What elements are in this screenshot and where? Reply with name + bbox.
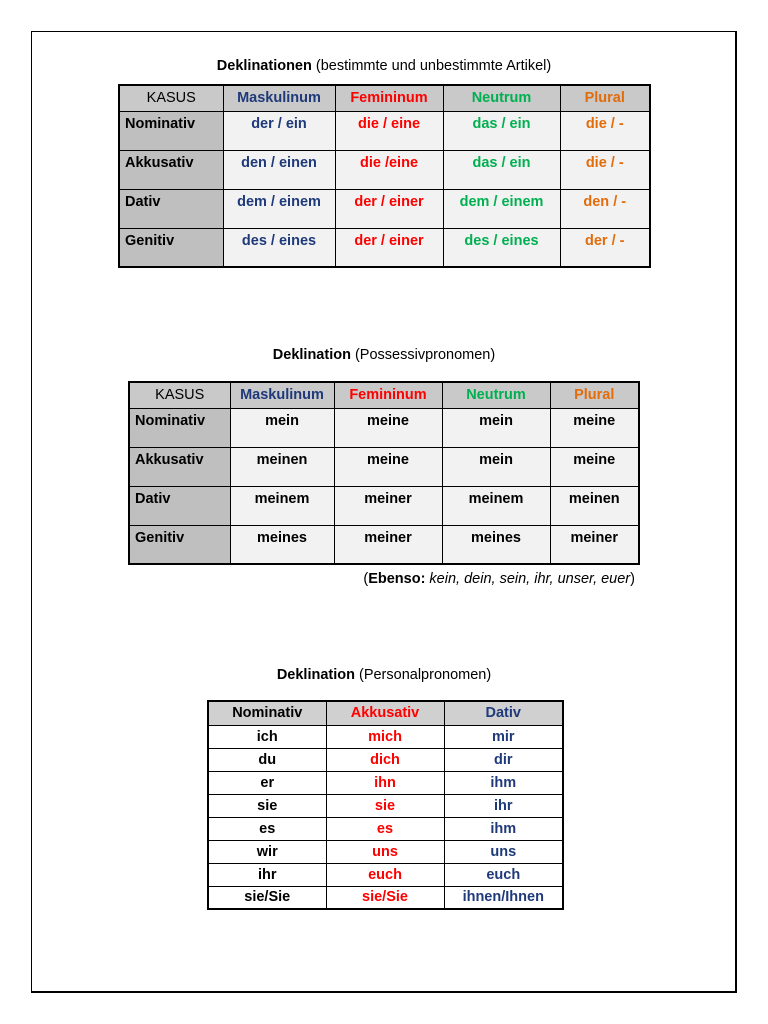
table-row xyxy=(129,525,639,564)
cell-akkusativ: sie/Sie xyxy=(326,886,444,909)
cell-plural: meiner xyxy=(550,525,639,564)
header-nominativ: Nominativ xyxy=(208,701,326,725)
cell-neutrum: meinem xyxy=(442,486,550,525)
cell-maskulinum: mein xyxy=(230,408,334,447)
note-close: ) xyxy=(630,571,635,587)
cell-nominativ: du xyxy=(208,748,326,771)
table2-title-bold: Deklination xyxy=(272,347,351,363)
cell-dativ: ihr xyxy=(444,794,563,817)
cell-plural: der / - xyxy=(560,228,650,267)
note-open: ( xyxy=(363,571,369,587)
table1-title xyxy=(0,57,768,75)
table-row xyxy=(208,771,563,794)
header-row xyxy=(208,701,563,725)
case-label: Nominativ xyxy=(119,111,223,150)
cell-plural: meinen xyxy=(550,486,639,525)
case-label: Akkusativ xyxy=(129,447,230,486)
cell-femininum: die / eine xyxy=(335,111,443,150)
table-articles xyxy=(118,84,651,268)
case-label: Nominativ xyxy=(129,408,230,447)
table3-title xyxy=(0,666,768,684)
table-possessive xyxy=(128,381,640,565)
cell-plural: den / - xyxy=(560,189,650,228)
cell-femininum: meine xyxy=(334,408,442,447)
header-plural: Plural xyxy=(550,382,639,408)
case-label: Genitiv xyxy=(119,228,223,267)
cell-femininum: die /eine xyxy=(335,150,443,189)
case-label: Dativ xyxy=(119,189,223,228)
cell-dativ: euch xyxy=(444,863,563,886)
cell-femininum: meine xyxy=(334,447,442,486)
cell-plural: die / - xyxy=(560,150,650,189)
cell-maskulinum: meinem xyxy=(230,486,334,525)
cell-neutrum: das / ein xyxy=(443,150,560,189)
cell-femininum: der / einer xyxy=(335,189,443,228)
case-label: Dativ xyxy=(129,486,230,525)
cell-nominativ: ihr xyxy=(208,863,326,886)
header-neutrum: Neutrum xyxy=(442,382,550,408)
cell-plural: meine xyxy=(550,408,639,447)
possessive-note xyxy=(363,570,635,588)
cell-nominativ: wir xyxy=(208,840,326,863)
table-row xyxy=(119,189,650,228)
header-kasus: KASUS xyxy=(129,382,230,408)
cell-maskulinum: des / eines xyxy=(223,228,335,267)
table-row xyxy=(129,408,639,447)
table3-title-bold: Deklination xyxy=(276,667,355,683)
note-bold: Ebenso: xyxy=(368,571,426,587)
cell-akkusativ: mich xyxy=(326,725,444,748)
table-row xyxy=(119,150,650,189)
cell-maskulinum: der / ein xyxy=(223,111,335,150)
cell-neutrum: meines xyxy=(442,525,550,564)
cell-maskulinum: meines xyxy=(230,525,334,564)
table3-title-rest: (Personalpronomen) xyxy=(354,667,492,683)
cell-akkusativ: sie xyxy=(326,794,444,817)
cell-akkusativ: es xyxy=(326,817,444,840)
cell-akkusativ: ihn xyxy=(326,771,444,794)
case-label: Genitiv xyxy=(129,525,230,564)
cell-nominativ: er xyxy=(208,771,326,794)
table-row xyxy=(208,817,563,840)
cell-nominativ: ich xyxy=(208,725,326,748)
cell-nominativ: sie xyxy=(208,794,326,817)
case-label: Akkusativ xyxy=(119,150,223,189)
table1-title-bold: Deklinationen xyxy=(216,58,312,74)
table2-title xyxy=(0,346,768,364)
cell-dativ: ihnen/Ihnen xyxy=(444,886,563,909)
header-akkusativ: Akkusativ xyxy=(326,701,444,725)
cell-neutrum: des / eines xyxy=(443,228,560,267)
cell-akkusativ: dich xyxy=(326,748,444,771)
cell-dativ: ihm xyxy=(444,771,563,794)
table-row xyxy=(119,111,650,150)
cell-maskulinum: den / einen xyxy=(223,150,335,189)
table2-title-rest: (Possessivpronomen) xyxy=(350,347,496,363)
table-row xyxy=(129,447,639,486)
cell-nominativ: es xyxy=(208,817,326,840)
header-plural: Plural xyxy=(560,85,650,111)
cell-plural: die / - xyxy=(560,111,650,150)
cell-dativ: ihm xyxy=(444,817,563,840)
cell-maskulinum: dem / einem xyxy=(223,189,335,228)
header-maskulinum: Maskulinum xyxy=(223,85,335,111)
cell-plural: meine xyxy=(550,447,639,486)
header-dativ: Dativ xyxy=(444,701,563,725)
table-row xyxy=(208,794,563,817)
header-femininum: Femininum xyxy=(334,382,442,408)
table-row xyxy=(208,886,563,909)
header-row xyxy=(119,85,650,111)
cell-neutrum: das / ein xyxy=(443,111,560,150)
table-row xyxy=(208,863,563,886)
cell-dativ: dir xyxy=(444,748,563,771)
table-row xyxy=(208,725,563,748)
header-neutrum: Neutrum xyxy=(443,85,560,111)
table-row xyxy=(129,486,639,525)
cell-neutrum: dem / einem xyxy=(443,189,560,228)
table-row xyxy=(119,228,650,267)
cell-femininum: meiner xyxy=(334,525,442,564)
note-italic: kein, dein, sein, ihr, unser, euer xyxy=(425,571,631,587)
table1-title-rest: (bestimmte und unbestimmte Artikel) xyxy=(311,58,552,74)
cell-akkusativ: euch xyxy=(326,863,444,886)
table-personal xyxy=(207,700,564,910)
header-row xyxy=(129,382,639,408)
header-kasus: KASUS xyxy=(119,85,223,111)
cell-neutrum: mein xyxy=(442,408,550,447)
cell-dativ: uns xyxy=(444,840,563,863)
cell-femininum: der / einer xyxy=(335,228,443,267)
cell-dativ: mir xyxy=(444,725,563,748)
cell-neutrum: mein xyxy=(442,447,550,486)
header-femininum: Femininum xyxy=(335,85,443,111)
cell-maskulinum: meinen xyxy=(230,447,334,486)
cell-akkusativ: uns xyxy=(326,840,444,863)
header-maskulinum: Maskulinum xyxy=(230,382,334,408)
table-row xyxy=(208,748,563,771)
cell-nominativ: sie/Sie xyxy=(208,886,326,909)
cell-femininum: meiner xyxy=(334,486,442,525)
table-row xyxy=(208,840,563,863)
